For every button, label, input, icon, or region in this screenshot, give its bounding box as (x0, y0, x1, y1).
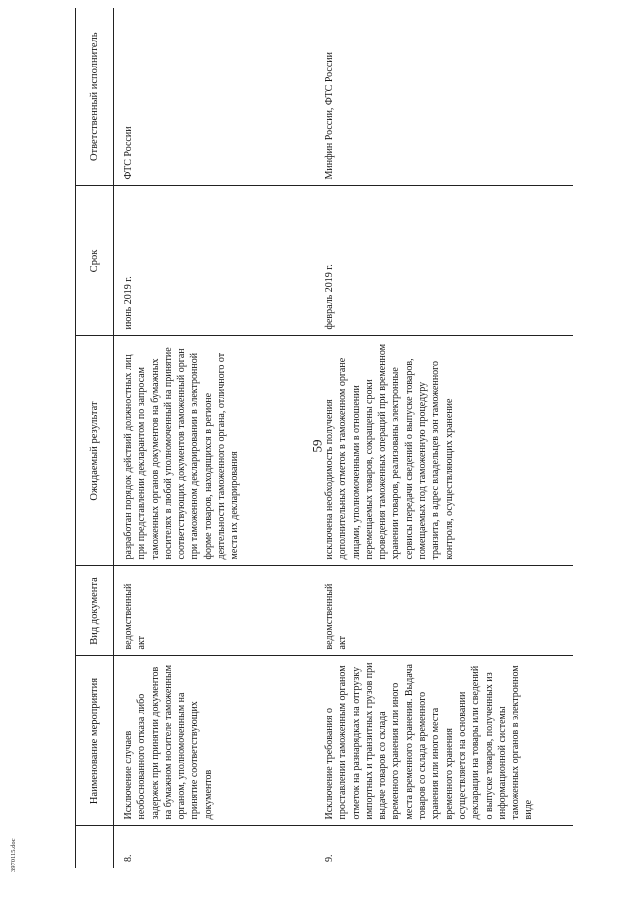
responsible-cell: Минфин России, ФТС России (315, 8, 573, 186)
responsible-cell: ФТС России (114, 8, 316, 186)
header-measure-name: Наименование мероприятия (76, 656, 114, 826)
measure-name-cell: Исключение случаев необоснованного отказа либо задержек при принятии документов на бумажном носителе таможенным органом, уполномоченным на принятие соответствующих документов (114, 656, 316, 826)
document-type-cell: ведомственный акт (114, 566, 316, 656)
page-number: 59 (309, 439, 325, 453)
table-row (114, 8, 316, 868)
row-number: 9. (324, 854, 335, 862)
header-document-type: Вид документа (76, 566, 114, 656)
header-deadline: Срок (76, 186, 114, 336)
footer-document-code: 3970115.doc (10, 838, 17, 872)
measures-table (75, 8, 573, 868)
expected-result-cell: разработан порядок действий должностных лиц при представлении декларантом по запросам таможенных органов документов на бумажных носителях в любой уполномоченный на принятие соответствующих документов таможенный орган при таможенном декларировании в электронной форме товаров, находящихся в регионе деятельности таможенного органа, отличного от места их декларирования (114, 336, 316, 566)
expected-result-cell: исключена необходимость получения дополнительных отметок в таможенном органе лицами, уполномоченными в отношении перемещаемых товаров, сокращены сроки проведения таможенных операций при временном хранении товаров, реализованы электронные сервисы передачи сведений о выпуске товаров, помещаемых под таможенную процедуру транзита, в адрес владельцев зон таможенного контроля, осуществляющих хранение (315, 336, 573, 566)
document-type-cell: ведомственный акт (315, 566, 573, 656)
header-expected-result: Ожидаемый результат (76, 336, 114, 566)
table-row (315, 8, 573, 868)
header-number (76, 826, 114, 868)
table-header-row (76, 8, 114, 868)
row-number: 8. (123, 854, 134, 862)
deadline-cell: июнь 2019 г. (114, 186, 316, 336)
measure-name-cell: Исключение требования о проставлении таможенным органом отметок на разнарядках на отгрузку импортных и транзитных грузов при выдаче товаров со склада временного хранения или иного места временного хранения. Выдача товаров со склада временного хранения или иного места временного хранения осуществляется на основании декларации на товары или сведений о выпуске товаров, полученных из информационной системы таможенных органов в электронном виде (315, 656, 573, 826)
rotated-table-frame (75, 8, 595, 868)
header-responsible: Ответственный исполнитель (76, 8, 114, 186)
deadline-cell: февраль 2019 г. (315, 186, 573, 336)
